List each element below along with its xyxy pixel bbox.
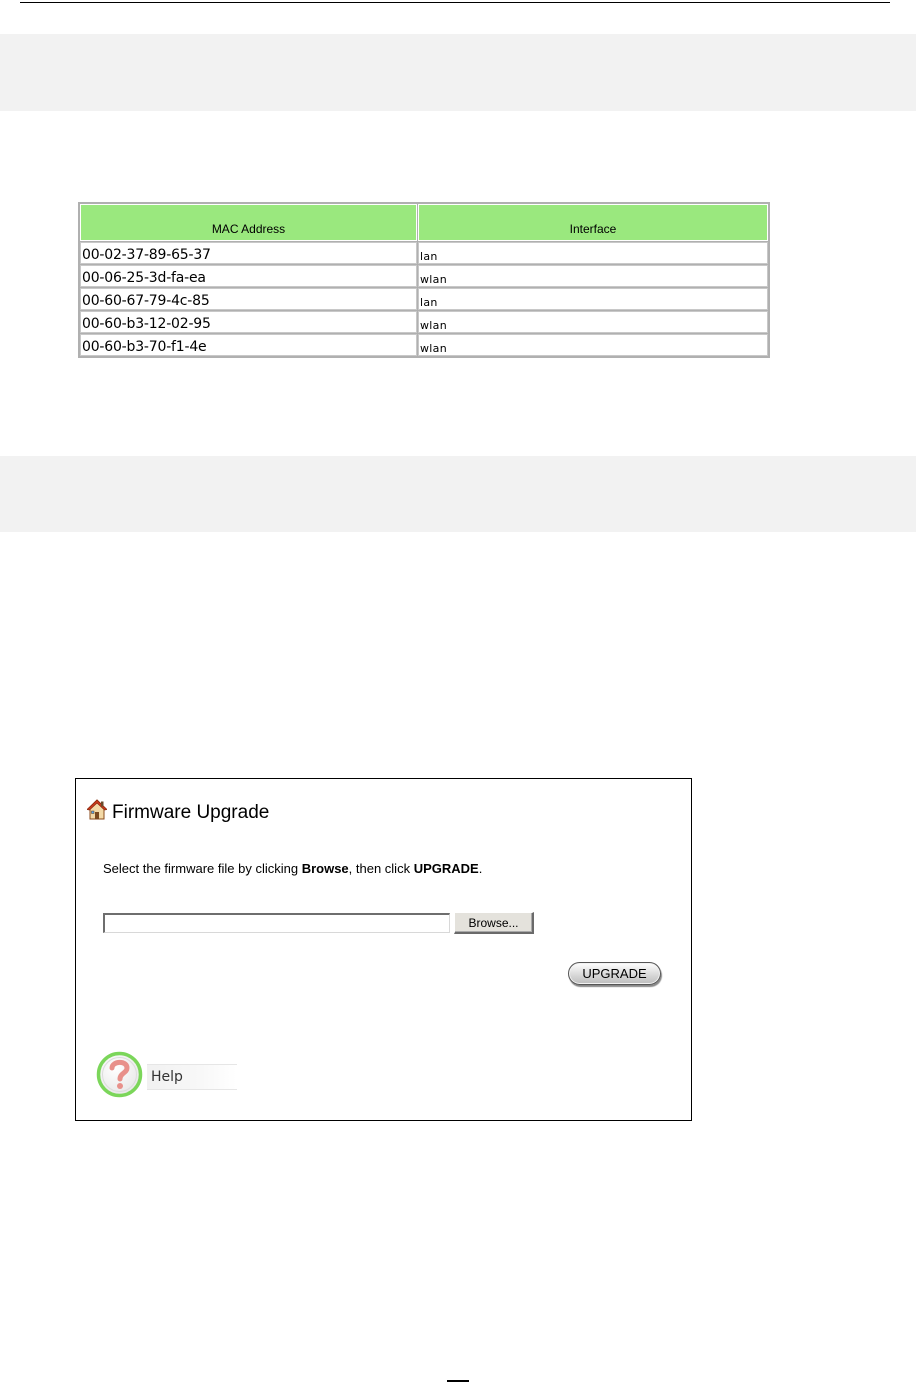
interface-cell: lan: [418, 242, 768, 264]
gray-band-top: [0, 34, 916, 111]
interface-cell: wlan: [418, 311, 768, 333]
gray-band-middle: [0, 456, 916, 532]
interface-cell: wlan: [418, 265, 768, 287]
table-row: [80, 242, 768, 264]
help-link[interactable]: [96, 1051, 237, 1103]
column-header-mac-address: MAC Address: [80, 204, 417, 241]
panel-header: [87, 799, 269, 826]
instructions-middle: , then click: [348, 861, 414, 876]
mac-address-cell: 00-06-25-3d-fa-ea: [80, 265, 417, 287]
column-header-interface: Interface: [418, 204, 768, 241]
table-row: [80, 334, 768, 356]
mac-address-cell: 00-60-67-79-4c-85: [80, 288, 417, 310]
upgrade-button[interactable]: UPGRADE: [568, 962, 661, 985]
browse-button[interactable]: Browse...: [454, 912, 534, 934]
mac-address-cell: 00-02-37-89-65-37: [80, 242, 417, 264]
home-icon: [87, 799, 107, 826]
header-rule: [20, 2, 890, 3]
interface-cell: wlan: [418, 334, 768, 356]
help-label: Help: [151, 1069, 183, 1085]
mac-address-table: [78, 202, 770, 358]
table-row: [80, 265, 768, 287]
table-row: [80, 311, 768, 333]
page-number-mark: [447, 1380, 469, 1382]
instructions-upgrade-keyword: UPGRADE: [413, 861, 479, 876]
help-label-bar: [147, 1064, 237, 1090]
mac-address-cell: 00-60-b3-12-02-95: [80, 311, 417, 333]
instructions-prefix: Select the firmware file by clicking: [103, 861, 302, 876]
question-mark-icon: [96, 1051, 143, 1103]
mac-address-cell: 00-60-b3-70-f1-4e: [80, 334, 417, 356]
instructions-text: [103, 861, 482, 876]
firmware-file-input[interactable]: [103, 913, 450, 933]
instructions-browse-keyword: Browse: [301, 861, 349, 876]
firmware-upgrade-panel: [75, 778, 692, 1121]
interface-cell: lan: [418, 288, 768, 310]
table-row: [80, 288, 768, 310]
instructions-suffix: .: [478, 861, 483, 876]
panel-title: Firmware Upgrade: [112, 801, 270, 823]
table-header-row: [80, 204, 768, 241]
